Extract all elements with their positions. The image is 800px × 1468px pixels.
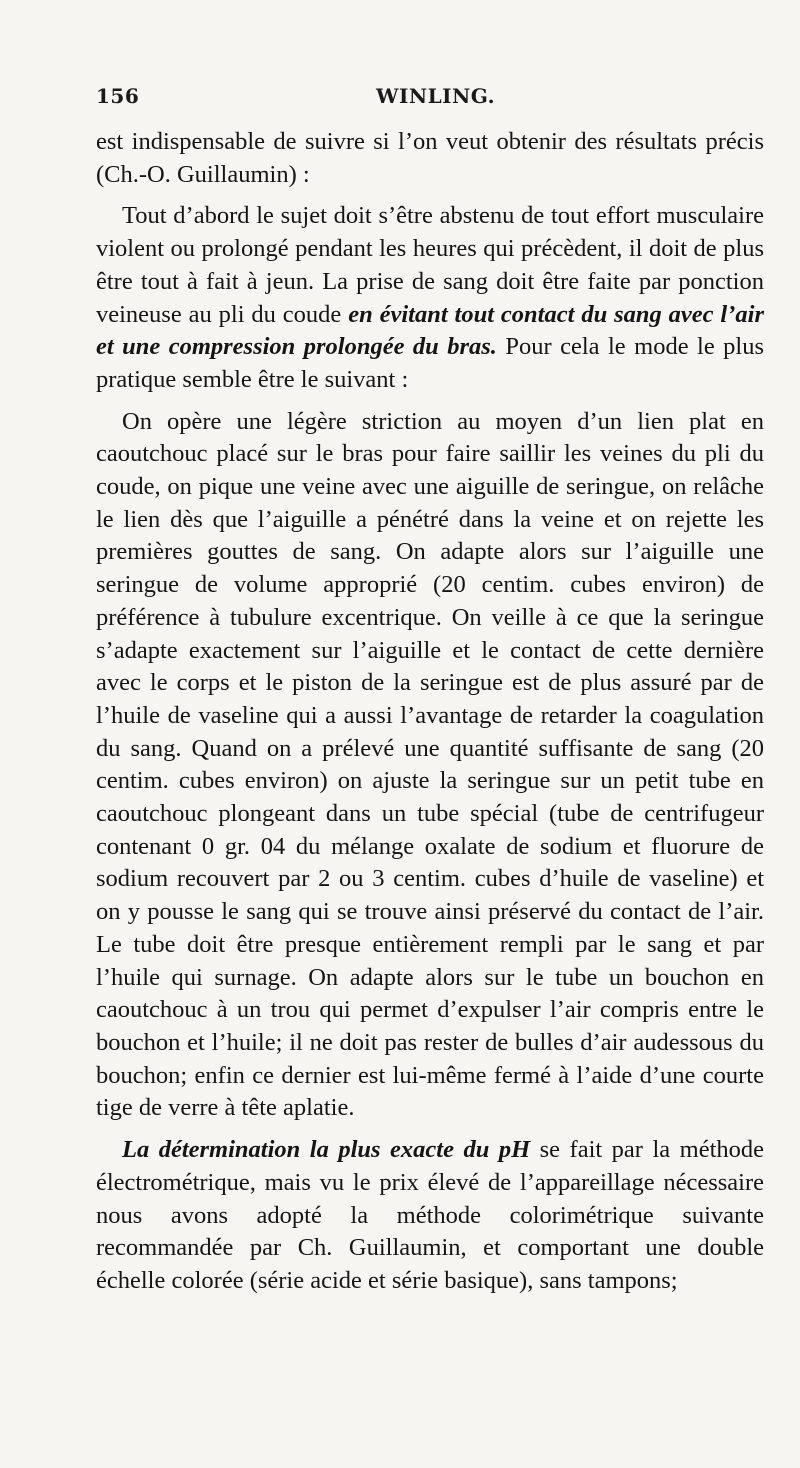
running-head: WINLING.	[376, 84, 496, 108]
paragraph-2-text: Tout d’abord le sujet doit s’être abstenu de tout effort musculaire violent ou prolongé pendant les heures qui précèdent, il doit de plus être tout à fait à jeun. La prise de sang doit être faite par ponction veineuse au pli du coude	[96, 202, 764, 328]
page-body	[96, 126, 764, 1298]
page-header	[96, 84, 764, 118]
paragraph-2-text-end: Pour cela le mode le plus pratique semble être le suivant :	[96, 333, 764, 393]
paragraph-4-italic: La détermination la plus exacte du pH	[122, 1136, 531, 1164]
paragraph-3-text: On opère une légère striction au moyen d’un lien plat en caoutchouc placé sur le bras pour faire saillir les veines du pli du coude, on pique une veine avec une aiguille de seringue, on relâche le lien dès que l’aiguille a pénétré dans la veine et on rejette les premières gouttes de sang. On adapte alors sur l’aiguille une seringue de volume approprié (20 centim. cubes environ) de préférence à tubulure excentrique. On veille à ce que la seringue s’adapte exactement sur l’aiguille et le contact de cette dernière avec le corps et le piston de la seringue est de plus assuré par de l’huile de vaseline qui a aussi l’avantage de retarder la coagulation du sang. Quand on a prélevé une quantité suffisante de sang (20 centim. cubes environ) on ajuste la seringue sur un petit tube en caoutchouc plongeant dans un tube spécial (tube de centrifugeur contenant 0 gr. 04 du mélange oxalate de sodium et fluorure de sodium recouvert par 2 ou 3 centim. cubes d’huile de vaseline) et on y pousse le sang qui se trouve ainsi préservé du contact de l’air. Le tube doit être presque entièrement rempli par le sang et par l’huile qui surnage. On adapte alors sur le tube un bouchon en caoutchouc à un trou qui permet d’expulser l’air compris entre le bouchon et l’huile; il ne doit pas rester de bulles d’air audessous du bouchon; enfin ce dernier est lui-même fermé à l’aide d’une courte tige de verre à tête aplatie.	[96, 407, 764, 1122]
paragraph-4-text: se fait par la méthode électrométrique, mais vu le prix élevé de l’appareillage nécessaire nous avons adopté la méthode colorimétrique suivante recommandée par Ch. Guillaumin, et comportant une double échelle colorée (série acide et série basique), sans tampons;	[96, 1136, 764, 1294]
paragraph-2-italic: en évitant tout contact du sang avec l’air et une compression prolongée du bras.	[96, 300, 764, 361]
paragraph-4	[96, 1134, 764, 1298]
paragraph-1	[96, 126, 764, 191]
paragraph-2	[96, 200, 764, 396]
page-number: 156	[96, 84, 140, 108]
paragraph-3	[96, 406, 764, 1125]
paragraph-1-text: est indispensable de suivre si l’on veut obtenir des résultats précis (Ch.-O. Guillaumin) :	[96, 128, 764, 188]
